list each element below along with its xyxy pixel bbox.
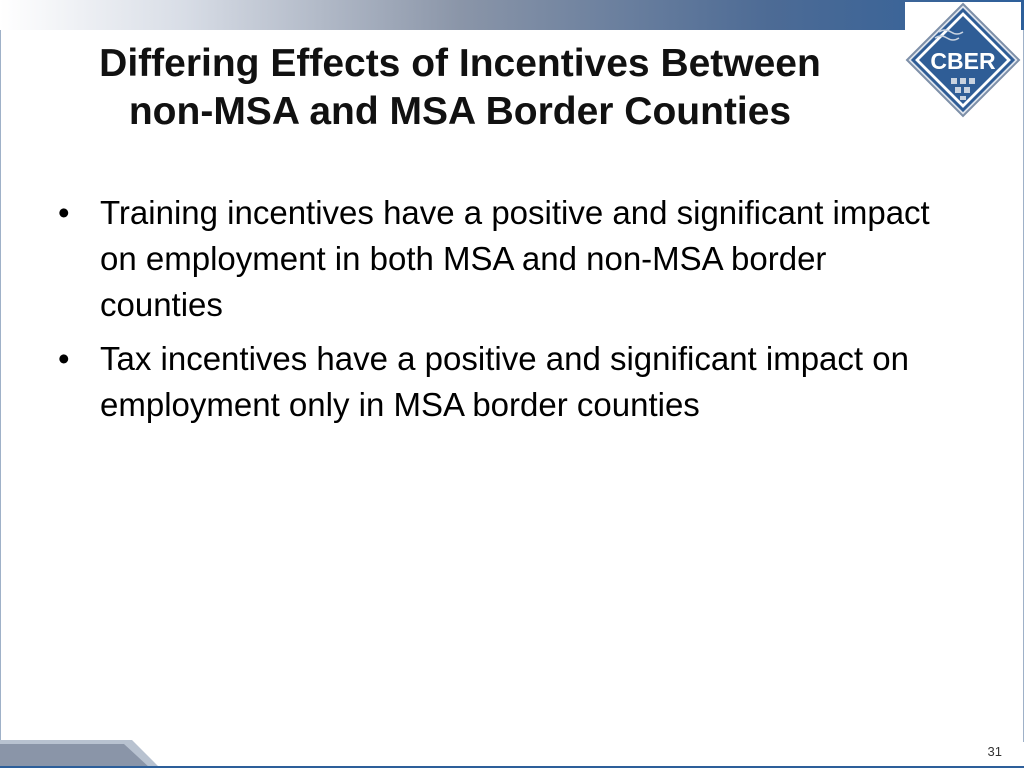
bullet-text: Tax incentives have a positive and significant impact on employment only in MSA border counties — [100, 340, 909, 423]
page-number: 31 — [987, 744, 1002, 759]
cber-diamond-icon — [905, 2, 1021, 118]
bottom-footer-band — [0, 740, 1024, 768]
bullet-list — [58, 190, 938, 436]
logo-text: CBER — [930, 48, 996, 74]
bullet-item — [58, 336, 938, 428]
cber-logo — [905, 2, 1021, 118]
top-header-band — [0, 0, 1024, 30]
bullet-text: Training incentives have a positive and significant impact on employment in both MSA and non-MSA border counties — [100, 194, 930, 323]
title-line-2: non-MSA and MSA Border Counties — [128, 90, 792, 133]
bullet-marker: • — [58, 340, 70, 377]
title-line-1: Differing Effects of Incentives Between — [99, 42, 821, 85]
bullet-marker: • — [58, 194, 70, 231]
slide-title — [20, 40, 900, 136]
slide-frame-left — [0, 30, 1, 742]
bullet-item — [58, 190, 938, 328]
